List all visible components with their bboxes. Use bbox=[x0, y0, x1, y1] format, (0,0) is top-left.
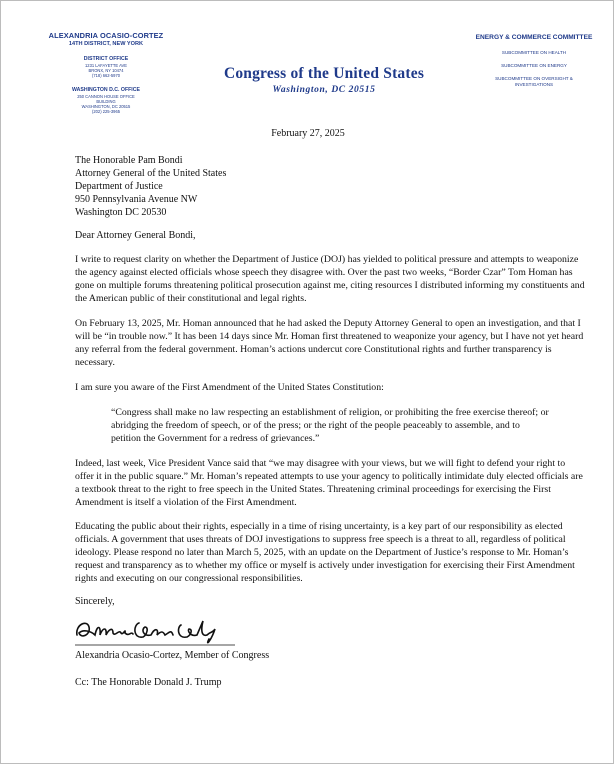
recipient-line: Attorney General of the United States bbox=[75, 168, 227, 179]
district-office-line: BRONX, NY 10474 bbox=[88, 68, 124, 74]
cc-line: Cc: The Honorable Donald J. Trump bbox=[75, 677, 222, 688]
dc-office-line: 250 CANNON HOUSE OFFICE bbox=[77, 93, 135, 99]
recipient-line: 950 Pennsylvania Avenue NW bbox=[75, 194, 198, 205]
dc-office-line: (202) 225-3965 bbox=[92, 109, 120, 115]
first-amendment-quote: “Congress shall make no law respecting an establishment of religion, or prohibiting the free exercise thereof; or abridging the freedom of speech, or of the press; or the right of the people peaceably to assemble, and to petition the Government for a redress of grievances.” bbox=[111, 407, 549, 445]
recipient-address bbox=[75, 154, 226, 219]
district-office-title: DISTRICT OFFICE bbox=[83, 56, 129, 62]
subcommittee-item: SUBCOMMITTEE ON HEALTH bbox=[501, 50, 567, 55]
dc-office-title: WASHINGTON D.C. OFFICE bbox=[72, 86, 140, 93]
subcommittee-item: SUBCOMMITTEE ON ENERGY bbox=[501, 63, 567, 68]
closing: Sincerely, bbox=[75, 596, 115, 607]
letter-date: February 27, 2025 bbox=[271, 128, 345, 139]
body-paragraph: Educating the public about their rights, especially in a time of rising uncertainty, is a key part of our responsibility as elected officials. A government that uses threats of DOJ investigations to suppress free speech is a threat to all, regardless of political ideology. Please respond no later than March 5, 2025, with an update on the Department of Justice’s response to Mr. Homan’s request and transparency as to whether my office or myself is actively under investigation for exercising their First Amendment rights and executing on our congressional responsibilities. bbox=[75, 521, 575, 585]
letterhead-title-block bbox=[197, 65, 451, 97]
recipient-line: Department of Justice bbox=[75, 181, 163, 192]
subcommittee-item: INVESTIGATIONS bbox=[514, 82, 554, 87]
salutation: Dear Attorney General Bondi, bbox=[75, 230, 196, 241]
signature-image bbox=[73, 613, 237, 647]
district-office-line: 1231 LAFAYETTE AVE bbox=[85, 63, 127, 68]
letterhead-member-block bbox=[33, 31, 179, 114]
dc-office bbox=[33, 87, 179, 115]
body-paragraph: On February 13, 2025, Mr. Homan announced that he had asked the Deputy Attorney General to open an investigation, and that I will be “in trouble now.” It has been 14 days since Mr. Homan first threatened to weaponize your agency, but I have not yet heard any referral from the federal government. Homan’s actions undercut core Constitutional rights and further transparency is necessary. bbox=[75, 318, 584, 369]
member-name: ALEXANDRIA OCASIO-CORTEZ bbox=[48, 31, 164, 40]
subcommittee-item: SUBCOMMITTEE ON OVERSIGHT & bbox=[495, 76, 573, 81]
recipient-line: The Honorable Pam Bondi bbox=[75, 155, 183, 166]
congress-city: Washington, DC 20515 bbox=[272, 85, 376, 95]
body-paragraph: I write to request clarity on whether the Department of Justice (DOJ) has yielded to political pressure and attempts to weaponize the agency against elected officials whose speech they disagree with. Over the past two weeks, “Border Czar” Tom Homan has gone on multiple forums threatening political prosecution against me, citing resources I distributed informing my constituents and the American public of their constitutional and legal rights. bbox=[75, 254, 585, 305]
body-paragraph: I am sure you aware of the First Amendment of the United States Constitution: bbox=[75, 382, 384, 393]
committee-name: ENERGY & COMMERCE COMMITTEE bbox=[475, 34, 593, 41]
dc-office-line: WASHINGTON, DC 20515 bbox=[81, 104, 131, 110]
body-paragraph: Indeed, last week, Vice President Vance said that “we may disagree with your views, but we will fight to defend your right to offer it in the public square.” Mr. Homan’s repeated attempts to use your agency to politically intimidate duly elected officials are a textbook threat to the right to free speech in the United States. Threatening criminal proceedings for exercising the First Amendment is itself a violation of the First Amendment. bbox=[75, 458, 583, 509]
district-office-line: (718) 662-5970 bbox=[92, 73, 120, 79]
letterhead-committee-block bbox=[461, 33, 607, 88]
recipient-line: Washington DC 20530 bbox=[75, 207, 167, 218]
member-district: 14TH DISTRICT, NEW YORK bbox=[68, 41, 144, 47]
signer-name: Alexandria Ocasio-Cortez, Member of Congress bbox=[75, 650, 270, 661]
congress-title: Congress of the United States bbox=[223, 65, 425, 82]
district-office bbox=[33, 56, 179, 79]
dc-office-line: BUILDING bbox=[96, 98, 116, 104]
